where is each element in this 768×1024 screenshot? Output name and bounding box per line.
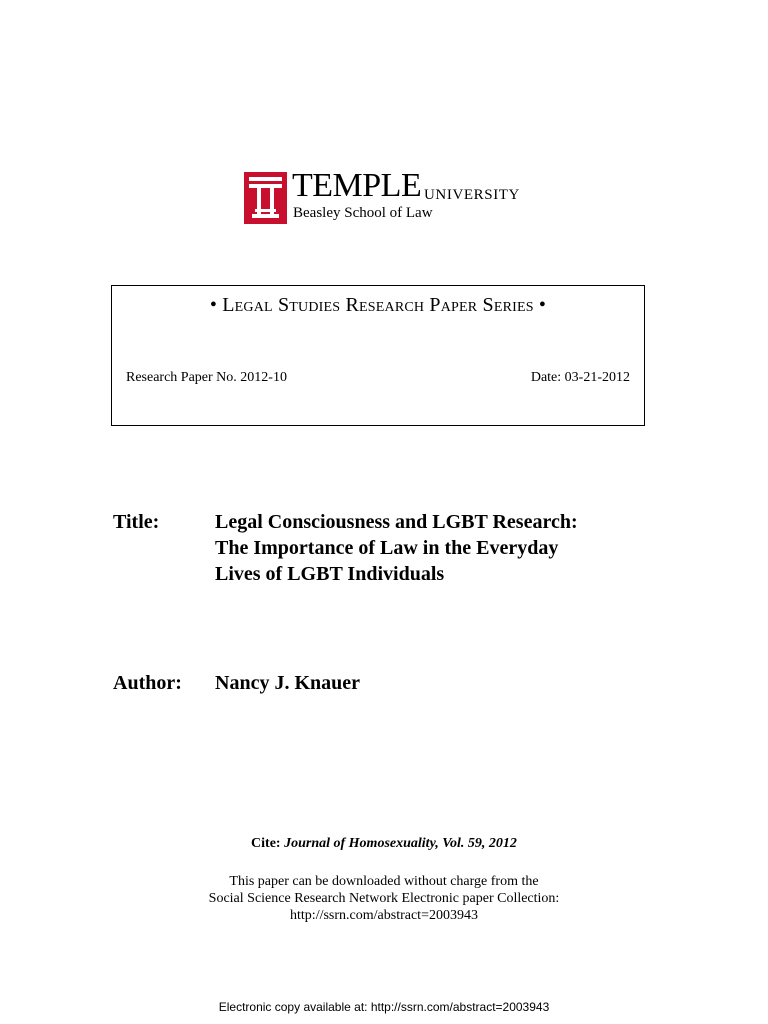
footer-electronic-copy[interactable]: Electronic copy available at: http://ssrn.com/abstract=2003943 xyxy=(218,1000,550,1014)
series-box xyxy=(111,285,645,426)
download-line: Social Science Research Network Electronic paper Collection: xyxy=(208,891,560,906)
paper-title-line: Legal Consciousness and LGBT Research: xyxy=(215,511,578,533)
research-paper-number: Research Paper No. 2012-10 xyxy=(126,370,287,385)
author-label: Author: xyxy=(113,672,182,694)
paper-title-line: Lives of LGBT Individuals xyxy=(215,563,445,585)
paper-date: Date: 03-21-2012 xyxy=(530,370,630,385)
citation xyxy=(0,836,768,852)
paper-title xyxy=(215,509,655,587)
series-title: • Legal Studies Research Paper Series • xyxy=(209,294,547,316)
temple-t-icon xyxy=(244,172,287,224)
title-label: Title: xyxy=(113,511,160,533)
cite-label: Cite: xyxy=(251,836,281,851)
author-name: Nancy J. Knauer xyxy=(215,672,360,694)
logo-school-name: Beasley School of Law xyxy=(293,205,433,221)
download-link[interactable]: http://ssrn.com/abstract=2003943 xyxy=(290,908,478,923)
temple-university-logo xyxy=(244,167,534,226)
download-notice xyxy=(0,873,768,924)
logo-university: UNIVERSITY xyxy=(424,187,520,203)
paper-title-line: The Importance of Law in the Everyday xyxy=(215,537,559,559)
download-line: This paper can be downloaded without charge from the xyxy=(229,874,539,889)
logo-wordmark: TEMPLE xyxy=(292,167,422,204)
cite-journal: Journal of Homosexuality, Vol. 59, 2012 xyxy=(284,836,517,851)
